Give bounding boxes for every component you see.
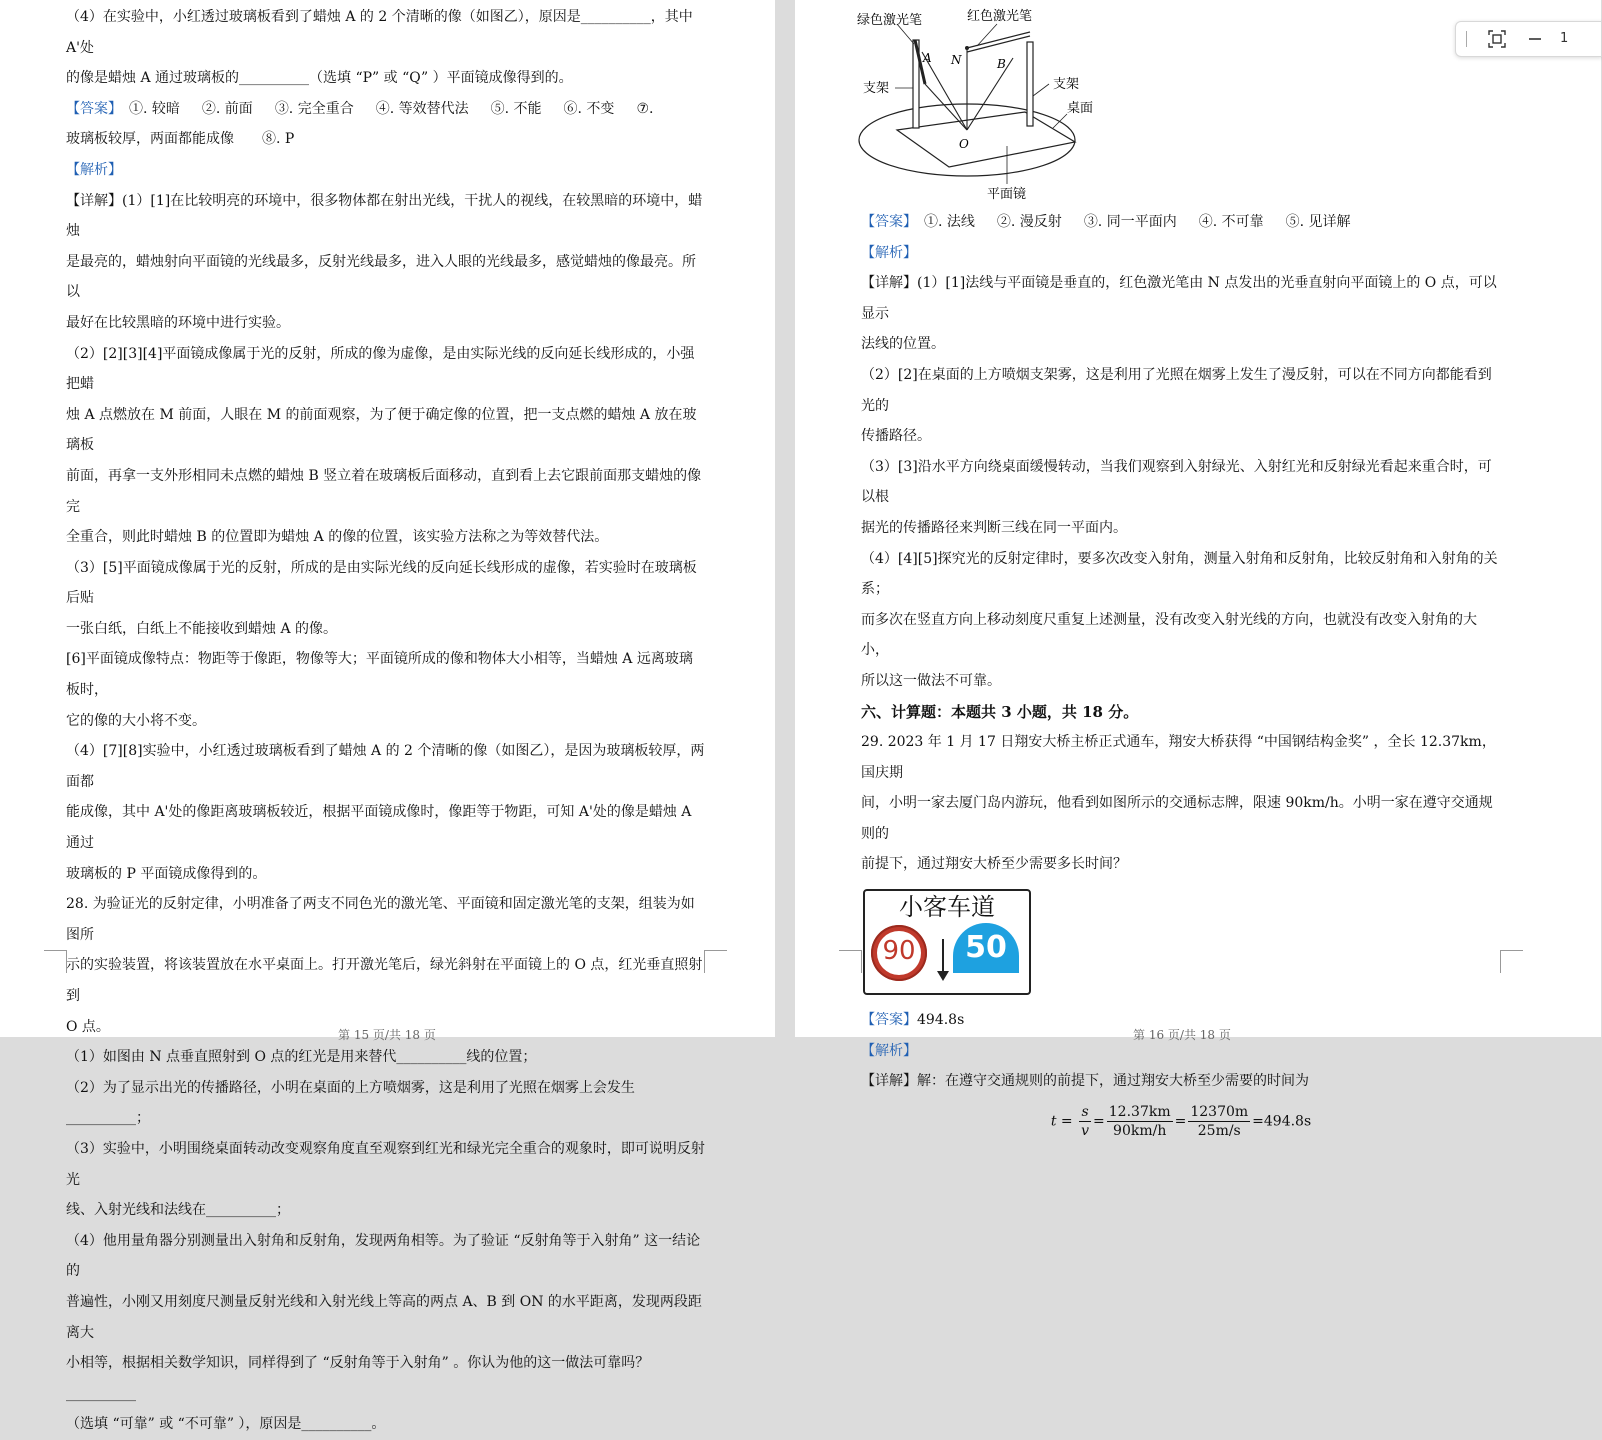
text-line: 玻璃板较厚，两面都能成像 ⑧. P: [66, 131, 295, 148]
text-line: 据光的传播路径来判断三线在同一平面内。: [861, 519, 1127, 536]
page-footer: 第 16 页/共 18 页: [1133, 1028, 1231, 1042]
answer-item: ③. 同一平面内: [1083, 214, 1177, 230]
text-line: [6]平面镜成像特点：物距等于像距，物像等大；平面镜所成的像和物体大小相等，当蜡烛 A 远离玻璃板时，: [66, 651, 693, 699]
document-page-right: [795, 0, 1601, 1139]
document-page-left: [0, 0, 775, 1433]
answer-row: [66, 94, 706, 125]
formula-result: =494.8s: [1252, 1113, 1312, 1130]
figure-label: B: [997, 57, 1006, 71]
sign-title: 小客车道: [899, 893, 995, 922]
answer-item: ⑤. 不能: [490, 100, 542, 117]
text-line: 线、入射光线和法线在__________；: [66, 1202, 290, 1219]
text-line: 能成像，其中 A'处的像距离玻璃板较近，根据平面镜成像时，像距等于物距，可知 A'处的像是蜡烛 A 通过: [66, 804, 692, 852]
text-line: 法线的位置。: [861, 336, 945, 353]
text-line: 是最亮的，蜡烛射向平面镜的光线最多，反射光线最多，进入人眼的光线最多，感觉蜡烛的像最亮。所以: [66, 253, 696, 301]
text-line: （2）为了显示出光的传播路径，小明在桌面的上方喷烟雾，这是利用了光照在烟雾上会发生__________；: [66, 1079, 635, 1127]
page-corner-mark: [1500, 950, 1523, 973]
speed-limit-90: [871, 925, 927, 981]
page-corner-mark: [704, 950, 727, 973]
answer-item: ①. 法线: [924, 214, 975, 230]
text-line: （4）他用量角器分别测量出入射角和反射角，发现两角相等。为了验证 “反射角等于入射角” 这一结论的: [66, 1232, 701, 1280]
page-footer: 第 15 页/共 18 页: [338, 1028, 436, 1042]
text-line: O 点。: [66, 1018, 110, 1035]
text-line: （1）如图由 N 点垂直照射到 O 点的红光是用来替代__________线的位置；: [66, 1049, 537, 1066]
figure-label: N: [951, 53, 962, 67]
text-line: 前面，再拿一支外形相同未点燃的蜡烛 B 竖立着在玻璃板后面移动，直到看上去它跟前面那支蜡烛的像完: [66, 467, 702, 515]
zoom-level-partial[interactable]: 1: [1560, 31, 1569, 46]
reflection-experiment-figure: [857, 2, 1157, 207]
formula: [861, 1103, 1501, 1140]
page-corner-mark: [44, 950, 67, 973]
text-line: （4）[4][5]探究光的反射定律时，要多次改变入射角，测量入射角和反射角，比较反射角和入射角的关系；: [861, 550, 1498, 598]
formula-denominator: v: [1081, 1122, 1090, 1139]
text-line: 小相等，根据相关数学知识，同样得到了 “反射角等于入射角” 。你认为他的这一做法可靠吗？__________: [66, 1355, 650, 1402]
text-line: 玻璃板的 P 平面镜成像得到的。: [66, 865, 267, 882]
answer-row: [861, 207, 1501, 238]
answer-item: ②. 前面: [201, 100, 253, 117]
text-line: 最好在比较黑暗的环境中进行实验。: [66, 314, 290, 331]
floating-view-toolbar: [1455, 21, 1602, 57]
answer-item: ②. 漫反射: [996, 214, 1062, 230]
formula-denominator: 90km/h: [1113, 1122, 1167, 1139]
answer-label: 【答案】: [66, 100, 115, 117]
text-line: （3）[3]沿水平方向绕桌面缓慢转动，当我们观察到入射绿光、入射红光和反射绿光看起来重合时，可以根: [861, 458, 1492, 506]
speed-limit-50: [953, 923, 1019, 973]
toolbar-divider: [1466, 31, 1467, 47]
text-line: （2）[2]在桌面的上方喷烟支架雾，这是利用了光照在烟雾上发生了漫反射，可以在不同方向都能看到光的: [861, 366, 1492, 414]
page-corner-mark: [839, 950, 862, 973]
figure-label: 红色激光笔: [967, 9, 1033, 24]
formula-denominator: 25m/s: [1197, 1122, 1241, 1139]
figure-label: O: [959, 137, 969, 151]
formula-equals: =: [1174, 1113, 1187, 1130]
text-line: （选填 “可靠” 或 “不可靠” ），原因是__________。: [66, 1416, 386, 1433]
answer-item: ①. 较暗: [129, 100, 180, 117]
analysis-label: 【解析】: [861, 244, 917, 261]
text-line: 【详解】(1）[1]法线与平面镜是垂直的，红色激光笔由 N 点发出的光垂直射向平面镜上的 O 点，可以显示: [861, 275, 1497, 322]
left-page-text: [66, 2, 706, 1440]
section-title: 六、计算题：本题共 3 小题，共 18 分。: [861, 702, 1139, 721]
text-line: （4）在实验中，小红透过玻璃板看到了蜡烛 A 的 2 个清晰的像（如图乙），原因是__________，其中 A'处: [66, 9, 693, 56]
answer-label: 【答案】: [861, 1012, 917, 1029]
down-arrow-icon: [942, 939, 944, 973]
formula-fraction: [1079, 1103, 1091, 1140]
text-line: 示的实验装置，将该装置放在水平桌面上。打开激光笔后，绿光斜射在平面镜上的 O 点，红光垂直照射到: [66, 957, 703, 1004]
figure-label: 支架: [1053, 77, 1080, 92]
text-line: 传播路径。: [861, 428, 931, 445]
text-line: 烛 A 点燃放在 M 前面，人眼在 M 的前面观察，为了便于确定像的位置，把一支点燃的蜡烛 A 放在玻璃板: [66, 406, 697, 454]
text-line: 它的像的大小将不变。: [66, 712, 206, 729]
right-page-text: [861, 207, 1501, 1140]
text-line: 所以这一做法不可靠。: [861, 672, 1001, 689]
formula-fraction: [1188, 1103, 1250, 1140]
answer-item: ⑥. 不变: [563, 100, 615, 117]
formula-equals: =: [1093, 1113, 1105, 1130]
answer-item: ⑤. 见详解: [1285, 214, 1351, 230]
text-line: 28. 为验证光的反射定律，小明准备了两支不同色光的激光笔、平面镜和固定激光笔的支架，组装为如图所: [66, 896, 695, 943]
text-line: （2）[2][3][4]平面镜成像属于光的反射，所成的像为虚像，是由实际光线的反向延长线形成的，小强把蜡: [66, 345, 695, 393]
answer-item: ⑦.: [636, 100, 654, 117]
text-line: （3）实验中，小明围绕桌面转动改变观察角度直至观察到红光和绿光完全重合的观象时，即可说明反射光: [66, 1140, 705, 1188]
speed-limit-50-value: 50: [965, 930, 1007, 966]
figure-label: A: [923, 51, 932, 65]
answer-item: ④. 等效替代法: [375, 100, 469, 117]
text-line: （3）[5]平面镜成像属于光的反射，所成的是由实际光线的反向延长线形成的虚像，若实验时在玻璃板后贴: [66, 559, 697, 607]
answer-item: ③. 完全重合: [274, 100, 354, 117]
formula-fraction: [1107, 1103, 1173, 1140]
speed-limit-90-value: 90: [882, 936, 916, 967]
answer-value: 494.8s: [917, 1012, 965, 1029]
text-line: 而多次在竖直方向上移动刻度尺重复上述测量，没有改变入射光线的方向，也就没有改变入射角的大小，: [861, 611, 1477, 659]
figure-label: 平面镜: [987, 187, 1027, 202]
text-line: 【详解】解：在遵守交通规则的前提下，通过翔安大桥至少需要的时间为: [861, 1073, 1309, 1090]
figure-label: 桌面: [1067, 101, 1094, 116]
analysis-label: 【解析】: [66, 161, 122, 178]
text-line: 29. 2023 年 1 月 17 日翔安大桥主桥正式通车，翔安大桥获得 “中国钢结构金奖” ，全长 12.37km，国庆期: [861, 734, 1496, 781]
formula-numerator: 12.37km: [1108, 1103, 1171, 1120]
fit-screen-icon[interactable]: [1486, 28, 1508, 50]
text-line: 间，小明一家去厦门岛内游玩，他看到如图所示的交通标志牌，限速 90km/h。小明一家在遵守交通规则的: [861, 795, 1493, 842]
analysis-label: 【解析】: [861, 1042, 917, 1059]
down-arrow-head: [937, 971, 949, 981]
text-line: 一张白纸，白纸上不能接收到蜡烛 A 的像。: [66, 620, 338, 637]
figure-label: 绿色激光笔: [857, 13, 923, 28]
formula-numerator: 12370m: [1190, 1103, 1249, 1120]
text-line: 【详解】(1）[1]在比较明亮的环境中，很多物体都在射出光线，干扰人的视线，在较黑暗的环境中，蜡烛: [66, 192, 703, 240]
text-line: 的像是蜡烛 A 通过玻璃板的__________（选填 “P” 或 “Q” ）平面镜成像得到的。: [66, 70, 573, 87]
answer-label: 【答案】: [861, 214, 910, 230]
answer-item: ④. 不可靠: [1198, 214, 1264, 230]
zoom-out-icon[interactable]: [1524, 28, 1546, 50]
text-line: 全重合，则此时蜡烛 B 的位置即为蜡烛 A 的像的位置，该实验方法称之为等效替代法。: [66, 529, 609, 546]
figure-label: 支架: [863, 81, 890, 96]
text-line: 前提下，通过翔安大桥至少需要多长时间？: [861, 856, 1127, 873]
traffic-sign: [863, 889, 1031, 995]
text-line: （4）[7][8]实验中，小红透过玻璃板看到了蜡烛 A 的 2 个清晰的像（如图乙），是因为玻璃板较厚，两面都: [66, 743, 705, 790]
formula-numerator: s: [1079, 1103, 1091, 1122]
text-line: 普遍性，小刚又用刻度尺测量反射光线和入射光线上等高的两点 A、B 到 ON 的水平距离，发现两段距离大: [66, 1293, 702, 1341]
formula-lhs: t =: [1050, 1113, 1073, 1130]
